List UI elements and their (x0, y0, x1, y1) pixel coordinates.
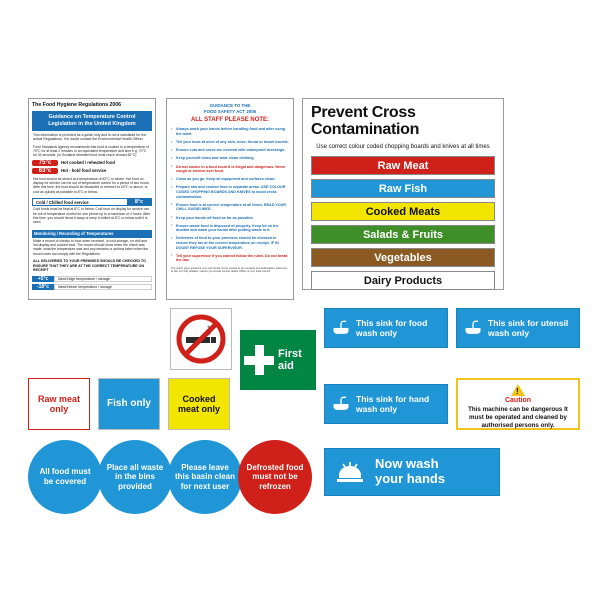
guidance-point: • Ensure food is at correct temperature at all times. READ YOUR CHILL GUIDELINES. (171, 203, 289, 212)
guidance-point: • Always wash your hands before handling food and after using the toilet. (171, 127, 289, 136)
hygiene-title: The Food Hygiene Regulations 2006 (32, 102, 122, 108)
hygiene-monitoring-note: Make a record of checks to food when received, in cold storage, on chill and hot display and cooked food. The record should show when the check was made, what the temperature was and any remarks or actions taken when the record does not comply with the Regulations. (33, 238, 149, 256)
guidance-point: • Ensure cuts and sores are covered with waterproof dressings. (171, 148, 289, 153)
hygiene-fridge-label: Ideal fridge temperature / storage (54, 276, 152, 282)
fish-only-sign: Fish only (98, 378, 160, 430)
caution-text: This machine can be dangerous It must be operated and cleaned by authorised persons only. (468, 406, 568, 429)
cross-row-dairy-products: Dairy Products (311, 271, 495, 290)
hygiene-blue-heading: Guidance on Temperature Control Legislation in the United Kingdom (32, 111, 152, 131)
waste-in-bins-sign: Place all waste in the bins provided (98, 440, 172, 514)
guidance-points-list (171, 127, 289, 263)
leave-basin-clean-sign: Please leave this basin clean for next user (168, 440, 242, 514)
wash-hands-label (375, 457, 445, 487)
caution-heading: Caution (504, 397, 532, 404)
hygiene-cold-label: Cold / Chilled food service (33, 199, 127, 205)
food-safety-act-guidance-sign (166, 98, 294, 300)
hygiene-temp-label: Hot cooked / reheated food (61, 160, 115, 166)
all-food-covered-sign: All food must be covered (28, 440, 102, 514)
sink-utensil-wash-sign (456, 308, 580, 348)
hygiene-temp-row-hot-cooked (32, 160, 152, 166)
hygiene-intro: Food Standards Agency recommends that food is cooked to a temperature of 75°C for at least 2 minutes or an equivalent temperature and time e.g. 70°C for 30 seconds. (In Scotland reheated food must reach at least 82°C) (33, 144, 149, 158)
warning-triangle-icon (511, 384, 525, 396)
guidance-point: • Clean as you go. Keep all equipment and surfaces clean. (171, 177, 289, 182)
guidance-point: • Keep yourself clean and wear clean clothing. (171, 156, 289, 161)
hygiene-hot-note: Hot food should be stored at a temperature of 63°C or above. Hot food on display for service can be out of temperature control for a period of two hours. After this time, the food should be discarded or reheat it to 63°C or above, or cool as quickly as possible to 8°C or below. (33, 176, 150, 194)
hygiene-fridge-row (32, 276, 152, 282)
caution-machine-sign (456, 378, 580, 430)
hygiene-freezer-label: Ideal freezer temperature / storage (54, 284, 152, 290)
cross-row-salads-fruits: Salads & Fruits (311, 225, 495, 244)
cooked-meat-only-sign: Cooked meat only (168, 378, 230, 430)
hygiene-temp-label: Hot - hold food service (61, 168, 107, 174)
hygiene-cold-value: 8°c (127, 199, 151, 205)
hygiene-monitoring-heading: Monitoring / Recording of Temperatures (32, 230, 152, 238)
hand-wash-icon (333, 459, 367, 485)
prevent-cross-contamination-sign (302, 98, 504, 290)
first-aid-label: First aid (278, 348, 302, 372)
hygiene-temp-row-hot-hold (32, 168, 152, 174)
guidance-point: • Tell your boss at once of any skin, nose, throat or bowel trouble. (171, 140, 289, 145)
cross-title-line1: Prevent Cross (311, 104, 416, 121)
cross-title-line2: Contamination (311, 120, 420, 138)
guidance-subheading: ALL STAFF PLEASE NOTE: (190, 117, 270, 124)
cross-row-cooked-meats: Cooked Meats (311, 202, 495, 221)
sink-food-wash-label: This sink for food wash only (356, 317, 428, 338)
hygiene-temp-value: 63°c (32, 168, 58, 174)
sink-food-wash-sign (324, 308, 448, 348)
guidance-heading-line1: GUIDANCE TO THE (209, 103, 251, 108)
sink-hand-wash-label: This sink for hand wash only (356, 393, 430, 414)
guidance-point: • Tell your supervisor if you cannot follow the rules. Do not break the law. (171, 254, 289, 263)
sink-icon (463, 318, 483, 338)
cross-subtitle: Use correct colour coded chopping boards and knives at all times (316, 143, 490, 150)
sink-hand-wash-sign (324, 384, 448, 424)
guidance-point: • Do not smoke in a food room It is illegal and dangerous. Never cough or sneeze over food. (171, 165, 289, 174)
guidance-footer: The words given guidance only and should not be viewed as an complete and authoritative statement of law. For fully detailed / advice you should consult Health Officer at your local council. (171, 266, 288, 273)
hygiene-cold-row (32, 198, 152, 206)
wash-hands-line2: your hands (375, 471, 446, 486)
no-smoking-icon (175, 313, 227, 365)
wash-hands-line1: Now wash (375, 456, 439, 472)
cross-row-vegetables: Vegetables (311, 248, 495, 267)
no-smoking-sign (170, 308, 232, 370)
raw-meat-only-sign: Raw meat only (28, 378, 90, 430)
sink-utensil-wash-label: This sink for utensil wash only (488, 317, 569, 338)
guidance-heading-line2: FOOD SAFETY ACT 2006 (203, 108, 257, 114)
hygiene-fridge-value: +5°c (32, 276, 54, 282)
sink-icon (331, 318, 351, 338)
guidance-point: • Prepare raw and cooked food in separate areas. USE COLOUR CODED CHOPPING BOARDS AND KNIVES to avoid cross contamination. (171, 185, 289, 199)
first-aid-sign (240, 330, 316, 390)
defrosted-food-sign: Defrosted food must not be refrozen (238, 440, 312, 514)
first-aid-cross-icon (244, 345, 274, 375)
hygiene-freezer-row (32, 284, 152, 290)
sink-icon (331, 394, 351, 414)
hygiene-note: This information is provided as a guide only and is not a substitute for the actual Regulations. If in doubt contact the Environmental Health Officer (33, 132, 147, 142)
cross-row-raw-fish: Raw Fish (311, 179, 495, 198)
hygiene-freezer-value: -18°c (32, 284, 54, 290)
guidance-point: • Keep your hands off food as far as possible. (171, 216, 289, 221)
guidance-point: • Ensure waste food is disposed of properly. Keep lid on the dustbin and wash your hands after putting waste in it. (171, 224, 289, 233)
now-wash-your-hands-sign (324, 448, 500, 496)
hygiene-cold-note: Cold foods must be kept at 8°C or below. Cold food on display for service can be out of temperature control for one period up to a maximum of 4 hours. After this time, you should throw it away or keep it chilled at 8°C or below until it is used. (33, 207, 151, 225)
guidance-point: • Deliveries of food to your premises should be checked to ensure they are at the correct temperature on receipt. IF IN DOUBT REFUSE YOUR SUPERVISOR. (171, 236, 289, 250)
hygiene-deliveries-note: ALL DELIVERIES TO YOUR PREMISES SHOULD BE CHECKED TO ENSURE THAT THEY ARE AT THE CORRECT TEMPERATURE ON RECEIPT (33, 259, 146, 273)
food-hygiene-regulations-sign (28, 98, 156, 300)
hygiene-temp-value: 75°c (32, 160, 58, 166)
cross-row-raw-meat: Raw Meat (311, 156, 495, 175)
